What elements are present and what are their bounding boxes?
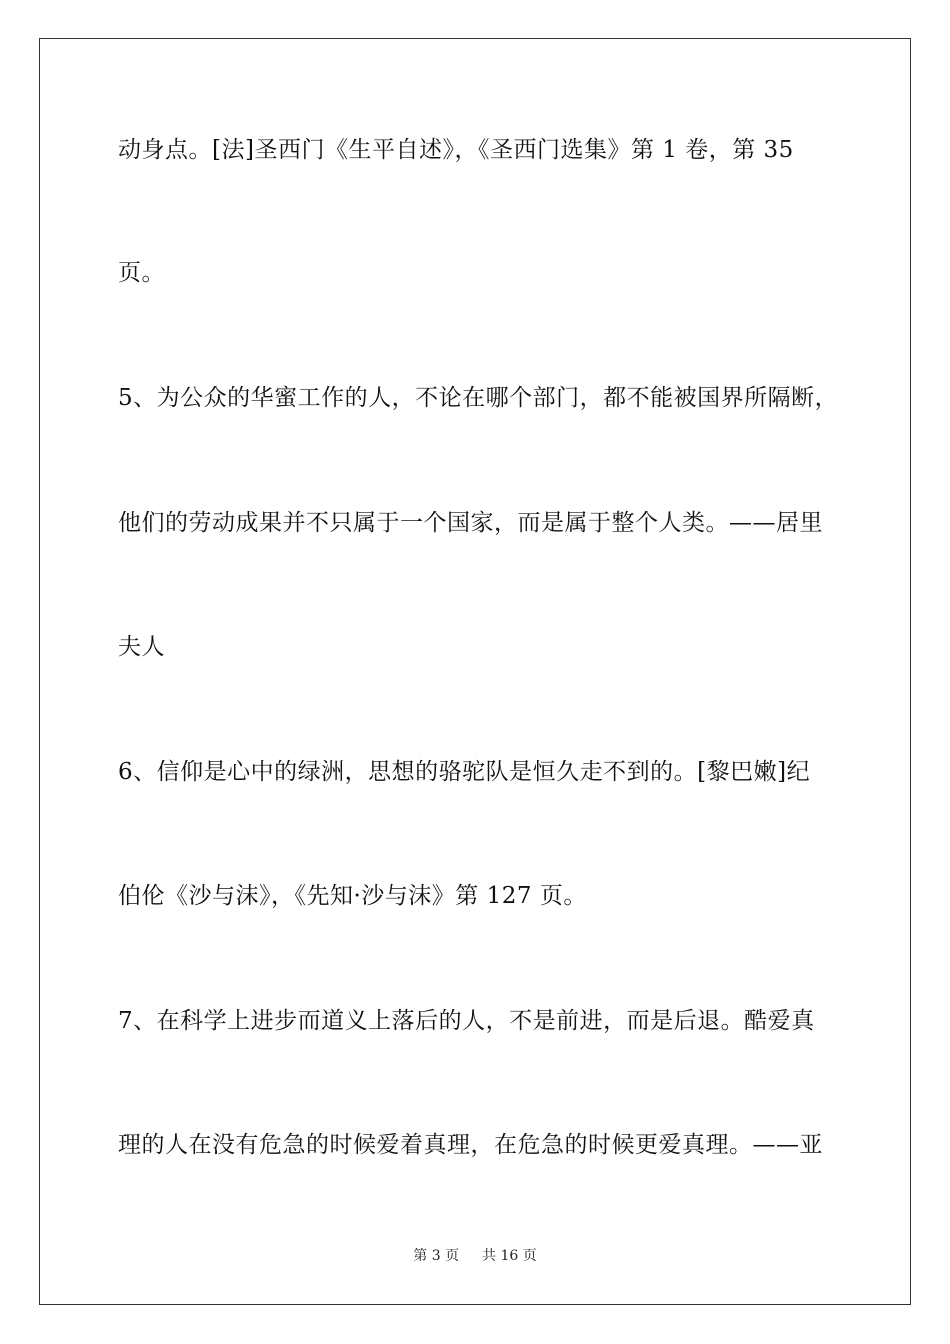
page-footer [0,1247,950,1265]
text-line-6: 6、信仰是心中的绿洲，思想的骆驼队是恒久走不到的。[黎巴嫩]纪 [118,759,811,785]
text-line-7: 伯伦《沙与沫》，《先知·沙与沫》第 127 页。 [118,883,587,909]
text-line-2: 页。 [118,260,165,286]
text-line-5: 夫人 [118,634,165,660]
text-line-3: 5、为公众的华蜜工作的人，不论在哪个部门，都不能被国界所隔断， [118,385,839,411]
text-line-8: 7、在科学上进步而道义上落后的人，不是前进，而是后退。酷爱真 [118,1008,815,1034]
text-line-9: 理的人在没有危急的时候爱着真理，在危急的时候更爱真理。——亚 [118,1132,823,1158]
text-line-1: 动身点。[法]圣西门《生平自述》，《圣西门选集》第 1 卷，第 35 [118,137,794,163]
page-total: 共 16 页 [482,1248,537,1264]
text-line-4: 他们的劳动成果并不只属于一个国家，而是属于整个人类。——居里 [118,510,823,536]
page-border [39,38,911,1305]
page-number: 第 3 页 [413,1248,460,1264]
